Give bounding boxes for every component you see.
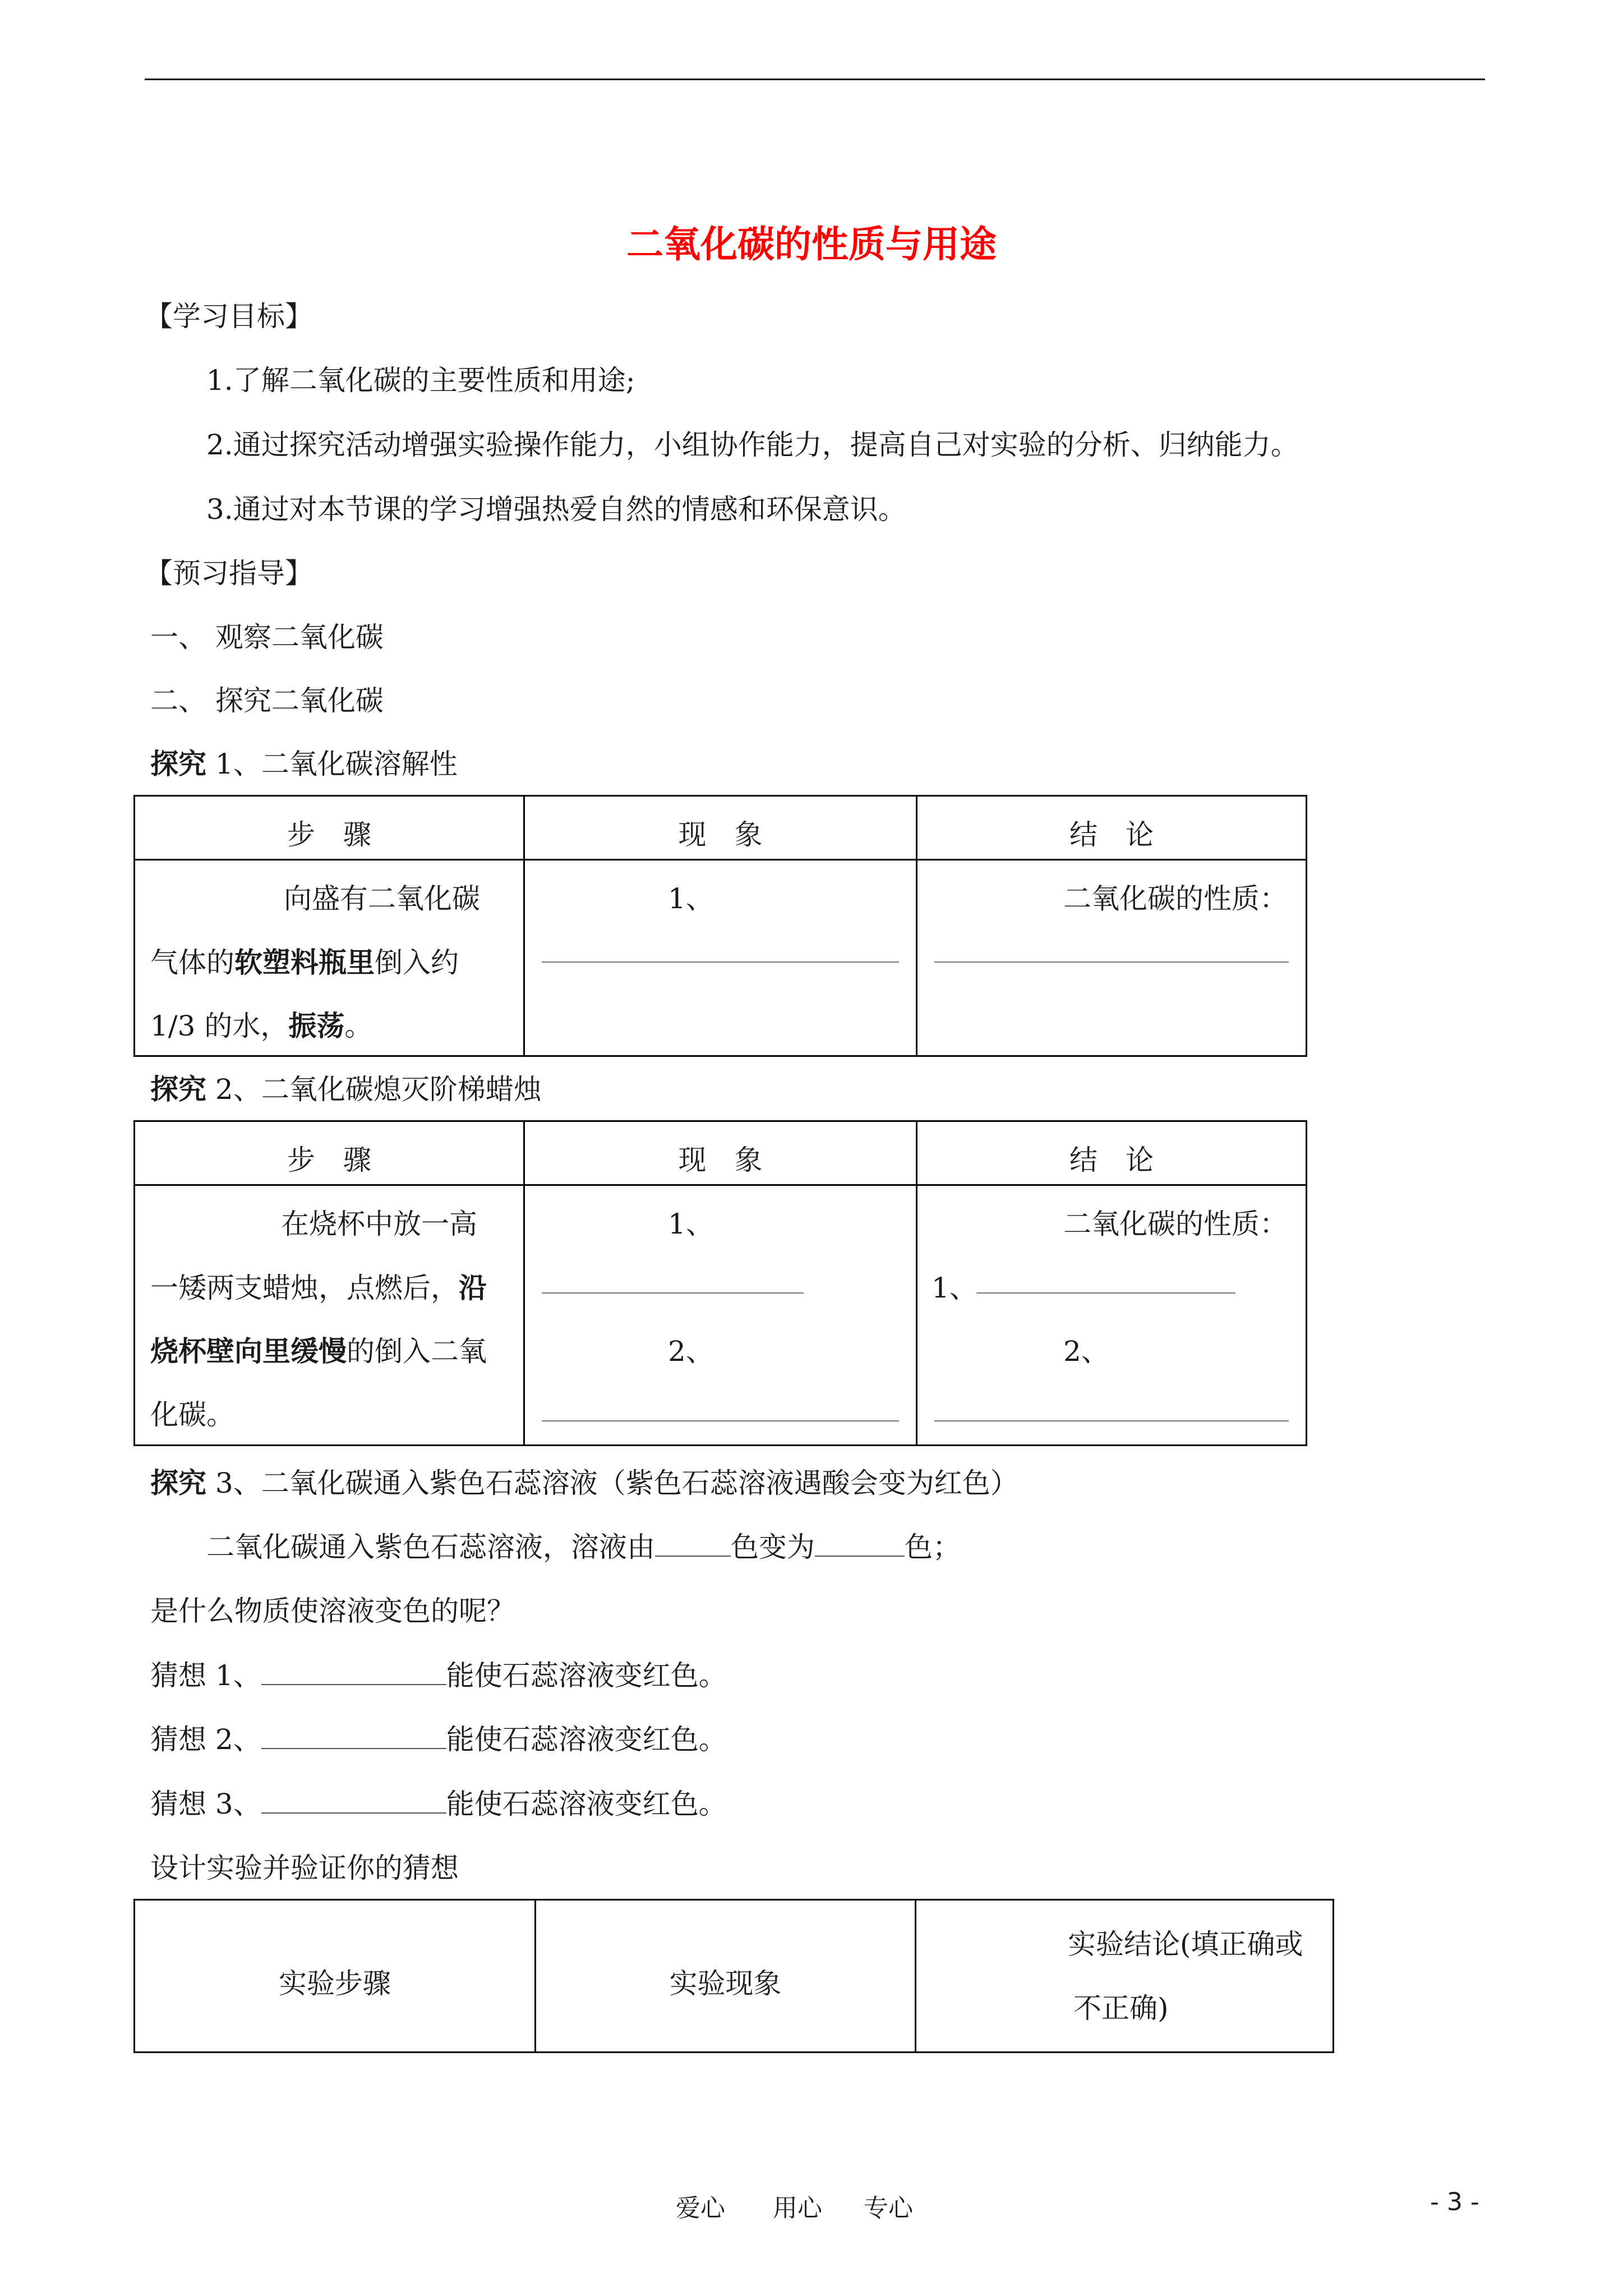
exp2-phenomenon-cell: 1、 2、 [524,1185,917,1446]
preview-heading: 【预习指导】 [145,557,313,590]
goal-item-1: 1.了解二氧化碳的主要性质和用途; [206,364,635,397]
exp3-question: 是什么物质使溶液变色的呢？ [150,1595,515,1627]
exp2-label: 探究 2、二氧化碳熄灭阶梯蜡烛 [150,1073,542,1106]
guess-1-blank[interactable] [261,1662,446,1685]
exp2-conclusion-blank-1[interactable] [976,1292,1235,1294]
exp3-header-conclusion: 实验结论(填正确或 不正确) [916,1900,1334,2053]
goal-item-2: 2.通过探究活动增强实验操作能力，小组协作能力，提高自己对实验的分析、归纳能力。 [206,429,1299,461]
goal-item-3: 3.通过对本节课的学习增强热爱自然的情感和环保意识。 [206,493,906,526]
exp2-header-steps: 步 骤 [135,1121,524,1185]
preview-item-1: 一、 观察二氧化碳 [150,621,384,654]
footer-motto-3: 专心 [864,2194,913,2223]
exp3-table [133,1899,1334,2053]
page-title: 二氧化碳的性质与用途 [626,223,997,266]
exp1-step-cell: 向盛有二氧化碳 气体的软塑料瓶里倒入约 1/3 的水，振荡。 [135,860,524,1056]
exp1-phenomenon-blank[interactable] [542,961,899,963]
guess-3: 猜想 3、 能使石蕊溶液变红色。 [150,1788,727,1820]
exp1-header-conclusion: 结 论 [917,796,1307,860]
preview-item-2: 二、 探究二氧化碳 [150,684,384,717]
footer-motto-2: 用心 [773,2194,822,2223]
footer-motto-1: 爱心 [676,2194,725,2223]
exp2-header-phenomenon: 现 象 [524,1121,917,1185]
exp2-table [133,1120,1307,1446]
color-from-blank[interactable] [655,1533,731,1557]
guess-1: 猜想 1、 能使石蕊溶液变红色。 [150,1659,727,1692]
exp3-label: 探究 3、二氧化碳通入紫色石蕊溶液（紫色石蕊溶液遇酸会变为红色） [150,1466,1018,1499]
color-to-blank[interactable] [815,1533,905,1557]
exp1-header-steps: 步 骤 [135,796,524,860]
exp1-label: 探究 1、二氧化碳溶解性 [150,747,458,780]
exp1-conclusion-cell: 二氧化碳的性质： [917,860,1307,1056]
header-rule [145,79,1485,80]
exp3-header-phenomenon: 实验现象 [536,1900,916,2053]
exp2-header-conclusion: 结 论 [917,1121,1307,1185]
page-number: - 3 - [1430,2188,1479,2216]
exp2-step-cell: 在烧杯中放一高 一矮两支蜡烛，点燃后，沿 烧杯壁向里缓慢的倒入二氧 化碳。 [135,1185,524,1446]
exp2-phenomenon-blank-2[interactable] [542,1420,899,1421]
design-instruction: 设计实验并验证你的猜想 [150,1852,459,1884]
exp3-header-steps: 实验步骤 [135,1900,536,2053]
exp1-header-phenomenon: 现 象 [524,796,917,860]
exp2-conclusion-cell: 二氧化碳的性质： 1、 2、 [917,1185,1307,1446]
guess-2-blank[interactable] [261,1726,446,1749]
guess-2: 猜想 2、 能使石蕊溶液变红色。 [150,1723,727,1756]
exp1-table [133,795,1307,1057]
exp1-phenomenon-cell: 1、 [524,860,917,1056]
exp3-color-change: 二氧化碳通入紫色石蕊溶液，溶液由 色变为 色； [206,1531,961,1563]
exp2-conclusion-blank-2[interactable] [934,1420,1289,1421]
goals-heading: 【学习目标】 [145,300,313,333]
exp1-conclusion-blank[interactable] [934,961,1289,963]
guess-3-blank[interactable] [261,1790,446,1814]
exp2-phenomenon-blank-1[interactable] [542,1292,804,1294]
